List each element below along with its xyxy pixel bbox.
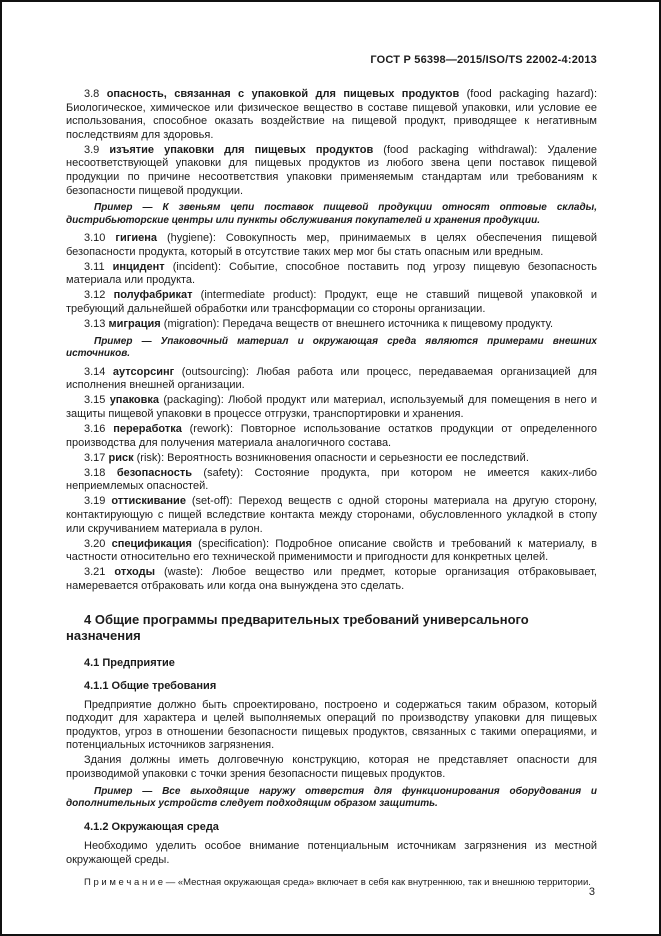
term-3-9 — [66, 144, 597, 198]
term-name: упаковка — [109, 394, 160, 407]
term-definition: (outsourcing): Любая работа или процесс, передаваемая организацией для исполнения внешней организации. — [66, 365, 598, 392]
term-definition: (food packaging hazard): Биологическое, химическое или физическое вещество в составе пищевой упаковки, или условие ее использования, способное оказать воздействие на пищевой продукт, приводящее к негативным последствиям для здоровья. — [66, 88, 597, 141]
section-4-1-heading: 4.1 Предприятие — [84, 656, 175, 669]
term-name: инцидент — [112, 260, 165, 273]
term-3-8 — [66, 88, 597, 142]
term-number: 3.12 — [84, 289, 114, 302]
example-after-3-9: Пример — К звеньям цепи поставок пищевой продукции относят оптовые склады, дистрибьюторские центры или пункты обслуживания покупателей и хранения продукции. — [66, 202, 597, 226]
term-definition: (intermediate product): Продукт, еще не ставший пищевой упаковкой и требующий дальнейшей обработки или трансформации со стороны организации. — [66, 289, 597, 316]
term-number: 3.11 — [84, 260, 113, 273]
section-4-heading: 4 Общие программы предварительных требований универсального назначения — [66, 611, 529, 644]
term-name: изъятие упаковки для пищевых продуктов — [109, 143, 374, 156]
term-name: полуфабрикат — [113, 289, 193, 302]
term-name: гигиена — [115, 232, 157, 245]
term-3-19 — [66, 495, 597, 536]
term-name: отходы — [114, 566, 156, 579]
term-definition: (rework): Повторное использование остатков продукции от определенного производства для получения материала аналогичного состава. — [66, 422, 598, 449]
term-definition: (specification): Подробное описание свойств и требований к материалу, в частности относительно его технической применимости и пригодности для конкретных целей. — [66, 537, 597, 564]
term-3-17 — [66, 452, 597, 466]
term-name: опасность, связанная с упаковкой для пищевых продуктов — [106, 88, 460, 100]
term-3-18 — [66, 467, 597, 494]
term-number: 3.13 — [84, 318, 109, 331]
term-definition: (waste): Любое вещество или предмет, которые организация отбраковывает, намеревается отбраковать или когда она вынуждена это сделать. — [66, 566, 597, 592]
term-3-14 — [66, 366, 597, 393]
term-number: 3.20 — [84, 537, 112, 550]
term-name: спецификация — [111, 537, 192, 550]
term-3-10 — [66, 232, 597, 259]
term-number: 3.8 — [84, 88, 107, 100]
term-definition: (food packaging withdrawal): Удаление несоответствующей упаковки для пищевых продуктов из любого звена цепи поставок пищевой продукции по причине несоответствия упаковки применяемым стандартам или требованиям к безопасности пищевой продукции. — [66, 143, 597, 197]
term-name: переработка — [113, 422, 182, 435]
term-3-12 — [66, 289, 597, 316]
term-number: 3.9 — [84, 143, 110, 156]
term-definition: (risk): Вероятность возникновения опасности и серьезности ее последствий. — [133, 451, 529, 464]
term-name: аутсорсинг — [112, 365, 175, 378]
term-number: 3.21 — [84, 566, 115, 579]
term-number: 3.15 — [84, 394, 110, 407]
term-name: риск — [108, 451, 134, 464]
section-4-1-1-heading: 4.1.1 Общие требования — [84, 679, 217, 692]
term-number: 3.17 — [84, 451, 109, 464]
term-number: 3.18 — [84, 466, 117, 479]
page-number: 3 — [588, 886, 595, 898]
term-number: 3.10 — [84, 232, 116, 245]
term-3-20 — [66, 538, 597, 565]
term-definition: (packaging): Любой продукт или материал, используемый для помещения в него и защиты пищевой упаковки в процессе отгрузки, транспортировки и хранения. — [66, 394, 597, 420]
term-3-15 — [66, 394, 597, 421]
page-content — [2, 2, 659, 889]
section-4-1-2-paragraph-1: Необходимо уделить особое внимание потенциальным источникам загрязнения из местной окружающей среды. — [66, 840, 597, 866]
term-definition: (safety): Состояние продукта, при котором не имеется каких-либо неприемлемых опасностей. — [66, 466, 597, 493]
section-4-1-2-heading: 4.1.2 Окружающая среда — [84, 821, 219, 834]
term-3-11 — [66, 261, 597, 288]
term-definition: (migration): Передача веществ от внешнего источника к пищевому продукту. — [160, 318, 554, 331]
term-definition: (hygiene): Совокупность мер, принимаемых в целях обеспечения пищевой безопасности продукта, который в отсутствие таких мер мог бы стать опасным или вредным. — [66, 232, 597, 258]
term-number: 3.19 — [84, 495, 112, 508]
term-definition: (set-off): Переход веществ с одной стороны материала на другую сторону, контактирующую с пищей вследствие контакта между сторонами, обусловленного укладкой в стопу или скручиванием материала в рулон. — [66, 495, 598, 535]
term-3-13 — [66, 318, 597, 332]
term-definition: (incident): Событие, способное поставить под угрозу пищевую безопасность материала или продукта. — [66, 260, 597, 287]
term-3-21 — [66, 566, 597, 593]
document-code-header: ГОСТ Р 56398—2015/ISO/TS 22002-4:2013 — [370, 54, 597, 66]
note-local-environment: П р и м е ч а н и е — «Местная окружающая среда» включает в себя как внутреннюю, так и внешнюю территории. — [84, 876, 591, 888]
term-name: оттискивание — [111, 495, 186, 508]
example-4-1-1: Пример — Все выходящие наружу отверстия для функционирования оборудования и дополнительных устройств следует подходящим образом защитить. — [66, 785, 597, 809]
term-name: безопасность — [116, 466, 193, 479]
term-number: 3.16 — [84, 422, 114, 435]
term-3-16 — [66, 423, 597, 450]
section-4-1-1-paragraph-2: Здания должны иметь долговечную конструкцию, которая не представляет опасности для производимой упаковки с точки зрения безопасности пищевых продуктов. — [66, 754, 597, 780]
term-name: миграция — [108, 318, 161, 331]
term-number: 3.14 — [84, 365, 113, 378]
section-4-1-1-paragraph-1: Предприятие должно быть спроектировано, построено и содержаться таким образом, который подходит для характера и целей выполняемых операций по производству упаковки для пищевых продуктов, угроз в отношении безопасности пищевых продуктов, связанных с такими операциями, и потенциальных источников загрязнения. — [66, 698, 597, 752]
example-after-3-13: Пример — Упаковочный материал и окружающая среда являются примерами внешних источников. — [66, 335, 597, 360]
